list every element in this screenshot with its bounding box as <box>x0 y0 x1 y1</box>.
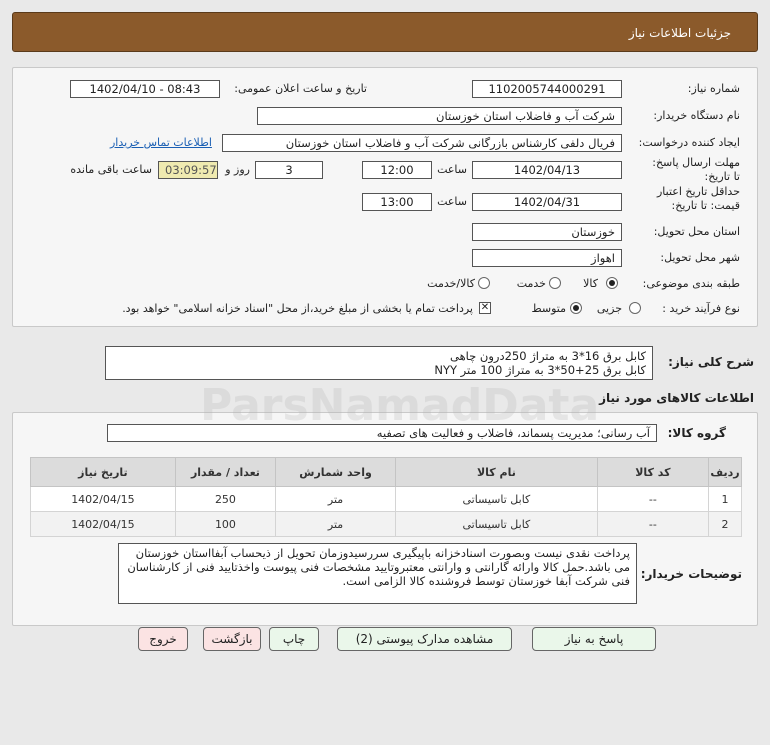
buyer-contact-link[interactable]: اطلاعات تماس خریدار <box>110 136 212 149</box>
category-radio-goods[interactable] <box>606 277 618 289</box>
category-radio-service[interactable] <box>549 277 561 289</box>
deadline-time-label: ساعت <box>437 163 467 176</box>
summary-line-1: کابل برق 16*3 به متراژ 250درون چاهی <box>450 349 646 363</box>
need-number-field: 1102005744000291 <box>472 80 622 98</box>
col-name: نام کالا <box>396 458 598 487</box>
col-row: ردیف <box>709 458 742 487</box>
table-row <box>31 512 742 537</box>
remaining-days-field: 3 <box>255 161 323 179</box>
announce-date-label: تاریخ و ساعت اعلان عمومی: <box>234 82 367 95</box>
city-label: شهر محل تحویل: <box>660 251 740 264</box>
goods-group-field: آب رسانی؛ مدیریت پسماند، فاضلاب و فعالیت های تصفیه <box>107 424 657 442</box>
page-title: جزئیات اطلاعات نیاز <box>628 26 731 40</box>
deadline-time-field: 12:00 <box>362 161 432 179</box>
validity-time-field: 13:00 <box>362 193 432 211</box>
cell-quantity: 250 <box>175 487 275 512</box>
province-field: خوزستان <box>472 223 622 241</box>
cell-unit: متر <box>276 512 396 537</box>
col-unit: واحد شمارش <box>276 458 396 487</box>
cell-quantity: 100 <box>175 512 275 537</box>
cell-name: کابل تاسیساتی <box>396 487 598 512</box>
summary-line-2: کابل برق 25+50*3 به متراژ 100 متر NYY <box>434 363 646 377</box>
process-label: نوع فرآیند خرید : <box>662 302 740 315</box>
buyer-label: نام دستگاه خریدار: <box>653 109 740 122</box>
validity-date-field: 1402/04/31 <box>472 193 622 211</box>
announce-date-field: 1402/04/10 - 08:43 <box>70 80 220 98</box>
attachments-button[interactable]: مشاهده مدارک پیوستی (2) <box>337 627 512 651</box>
cell-name: کابل تاسیساتی <box>396 512 598 537</box>
category-option-goods: کالا <box>583 277 598 290</box>
page-header <box>12 12 758 52</box>
process-option-minor: جزیی <box>596 302 622 315</box>
buyer-notes-label: توضیحات خریدار: <box>640 567 742 581</box>
validity-label: حداقل تاریخ اعتبار قیمت: تا تاریخ: <box>656 185 740 212</box>
buyer-notes-textarea: پرداخت نقدی نیست وبصورت اسنادخزانه باپیگیری سررسیدوزمان تحویل از ذیحساب آبفااستان خوزستان می باشد.حمل کالا وارائه گارانتی و وارانتی معتبروتایید مشخصات فنی پیوست واخذتایید فنی از کارشناسان فنی شرکت آبفا خوزستان توسط فروشنده کالا الزامی است. <box>118 543 637 604</box>
creator-field: فریال دلفی کارشناس بازرگانی شرکت آب و فاضلاب استان خوزستان <box>222 134 622 152</box>
goods-table-header <box>31 458 742 487</box>
watermark: ParsNamadData <box>200 380 600 431</box>
cell-code: -- <box>597 512 708 537</box>
goods-table <box>30 457 742 537</box>
remaining-time-label: ساعت باقی مانده <box>70 163 152 176</box>
category-option-service: خدمت <box>516 277 546 290</box>
province-label: استان محل تحویل: <box>653 225 740 238</box>
reply-button[interactable]: پاسخ به نیاز <box>532 627 656 651</box>
process-radio-minor[interactable] <box>629 302 641 314</box>
days-label: روز و <box>225 163 250 176</box>
remaining-time-field: 03:09:57 <box>158 161 218 179</box>
need-number-label: شماره نیاز: <box>687 82 740 95</box>
table-row <box>31 487 742 512</box>
buyer-field: شرکت آب و فاضلاب استان خوزستان <box>257 107 622 125</box>
cell-code: -- <box>597 487 708 512</box>
col-quantity: تعداد / مقدار <box>175 458 275 487</box>
cell-row: 1 <box>709 487 742 512</box>
category-label: طبقه بندی موضوعی: <box>642 277 740 290</box>
treasury-payment-checkbox[interactable]: ✕ <box>480 302 490 313</box>
deadline-label: مهلت ارسال پاسخ: تا تاریخ: <box>652 156 740 183</box>
process-radio-medium[interactable] <box>570 302 582 314</box>
col-code: کد کالا <box>597 458 708 487</box>
back-button[interactable]: بازگشت <box>203 627 261 651</box>
validity-time-label: ساعت <box>437 195 467 208</box>
print-button[interactable]: چاپ <box>269 627 319 651</box>
process-option-medium: متوسط <box>531 302 566 315</box>
city-field: اهواز <box>472 249 622 267</box>
cell-date: 1402/04/15 <box>31 512 176 537</box>
category-option-goods-service: کالا/خدمت <box>427 277 475 290</box>
goods-section-title: اطلاعات کالاهای مورد نیاز <box>599 391 754 405</box>
exit-button[interactable]: خروج <box>138 627 188 651</box>
col-date: تاریخ نیاز <box>31 458 176 487</box>
goods-group-label: گروه کالا: <box>667 426 726 440</box>
summary-label: شرح کلی نیاز: <box>668 355 754 369</box>
cell-unit: متر <box>276 487 396 512</box>
treasury-payment-note: پرداخت تمام یا بخشی از مبلغ خرید،از محل "اسناد خزانه اسلامی" خواهد بود. <box>122 302 473 315</box>
category-radio-goods-service[interactable] <box>478 277 490 289</box>
cell-row: 2 <box>709 512 742 537</box>
cell-date: 1402/04/15 <box>31 487 176 512</box>
deadline-date-field: 1402/04/13 <box>472 161 622 179</box>
summary-textarea <box>105 346 653 380</box>
creator-label: ایجاد کننده درخواست: <box>638 136 740 149</box>
